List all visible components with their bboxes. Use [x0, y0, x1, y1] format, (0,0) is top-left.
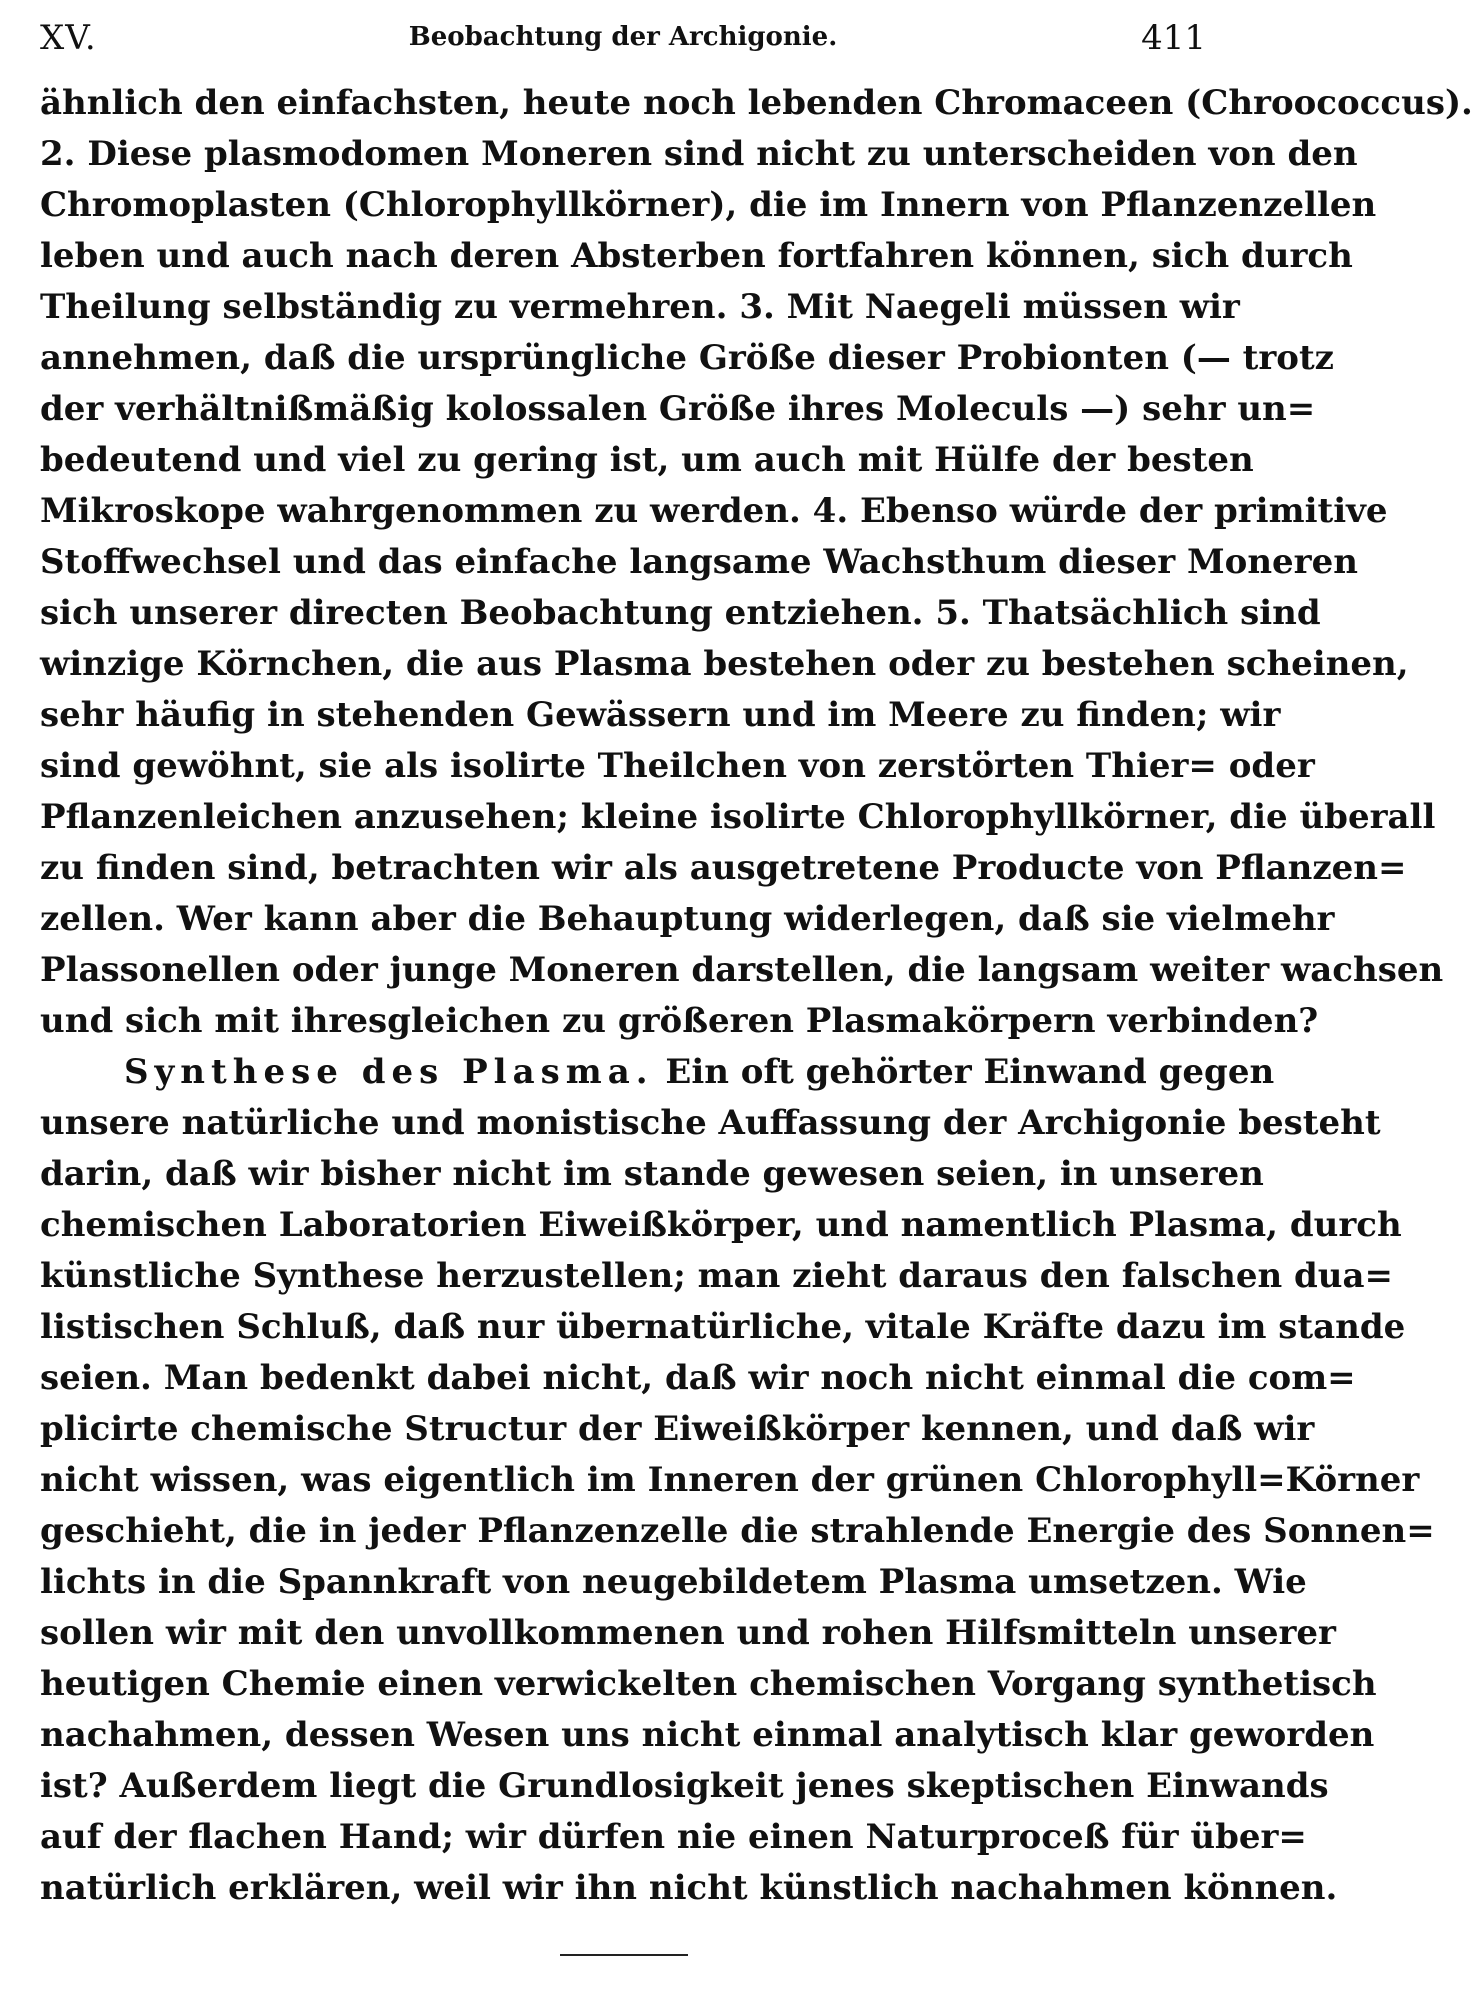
text-line: heutigen Chemie einen verwickelten chemischen Vorgang synthetisch — [40, 1664, 1377, 1704]
text-line: Chromoplasten (Chlorophyllkörner), die im Innern von Pflanzenzellen — [40, 185, 1377, 225]
text-line: sind gewöhnt, sie als isolirte Theilchen von zerstörten Thier= oder — [40, 746, 1315, 786]
text-line: zellen. Wer kann aber die Behauptung widerlegen, daß sie vielmehr — [40, 899, 1335, 939]
text-line: Mikroskope wahrgenommen zu werden. 4. Ebenso würde der primitive — [40, 491, 1388, 531]
body-text — [40, 78, 1473, 1914]
running-title: Beobachtung der Archigonie. — [408, 22, 838, 52]
text-line: sich unserer directen Beobachtung entziehen. 5. Thatsächlich sind — [40, 593, 1321, 633]
text-line: zu finden sind, betrachten wir als ausgetretene Producte von Pflanzen= — [40, 848, 1407, 888]
text-line: darin, daß wir bisher nicht im stande gewesen seien, in unseren — [40, 1154, 1264, 1194]
text-line: sollen wir mit den unvollkommenen und rohen Hilfsmitteln unserer — [40, 1613, 1336, 1653]
paragraph-2 — [40, 1047, 1435, 1914]
text-line: nachahmen, dessen Wesen uns nicht einmal analytisch klar geworden — [40, 1715, 1375, 1755]
heading-line-rest: Ein oft gehörter Einwand gegen — [665, 1052, 1275, 1092]
text-line: listischen Schluß, daß nur übernatürliche, vitale Kräfte dazu im stande — [40, 1307, 1406, 1347]
text-line: sehr häufig in stehenden Gewässern und im Meere zu finden; wir — [40, 695, 1281, 735]
text-line: 2. Diese plasmodomen Moneren sind nicht zu unterscheiden von den — [40, 134, 1358, 174]
text-line: ähnlich den einfachsten, heute noch lebenden Chromaceen (Chroococcus). — [40, 83, 1473, 123]
text-line: Pflanzenleichen anzusehen; kleine isolirte Chlorophyllkörner, die überall — [40, 797, 1436, 837]
page-number: 411 — [1141, 18, 1206, 58]
text-line: geschieht, die in jeder Pflanzenzelle die strahlende Energie des Sonnen= — [40, 1511, 1435, 1551]
text-line: künstliche Synthese herzustellen; man zieht daraus den falschen dua= — [40, 1256, 1394, 1296]
text-line: plicirte chemische Structur der Eiweißkörper kennen, und daß wir — [40, 1409, 1315, 1449]
footer-rule — [560, 1954, 688, 1956]
text-line: lichts in die Spannkraft von neugebildetem Plasma umsetzen. Wie — [40, 1562, 1307, 1602]
text-line: Theilung selbständig zu vermehren. 3. Mit Naegeli müssen wir — [40, 287, 1240, 327]
section-heading: Synthese des Plasma. — [124, 1052, 654, 1092]
text-line: seien. Man bedenkt dabei nicht, daß wir noch nicht einmal die com= — [40, 1358, 1356, 1398]
book-page — [40, 18, 1473, 1968]
text-line: Stoffwechsel und das einfache langsame Wachsthum dieser Moneren — [40, 542, 1358, 582]
text-line: ist? Außerdem liegt die Grundlosigkeit jenes skeptischen Einwands — [40, 1766, 1329, 1806]
text-line: auf der flachen Hand; wir dürfen nie einen Naturproceß für über= — [40, 1817, 1307, 1857]
paragraph-1 — [40, 78, 1473, 1047]
text-line: Plassonellen oder junge Moneren darstellen, die langsam weiter wachsen — [40, 950, 1444, 990]
text-line: der verhältnißmäßig kolossalen Größe ihres Moleculs —) sehr un= — [40, 389, 1316, 429]
text-line: natürlich erklären, weil wir ihn nicht künstlich nachahmen können. — [40, 1868, 1338, 1908]
text-line: und sich mit ihresgleichen zu größeren Plasmakörpern verbinden? — [40, 1001, 1319, 1041]
text-line: bedeutend und viel zu gering ist, um auch mit Hülfe der besten — [40, 440, 1254, 480]
text-line: chemischen Laboratorien Eiweißkörper, und namentlich Plasma, durch — [40, 1205, 1402, 1245]
text-line: unsere natürliche und monistische Auffassung der Archigonie besteht — [40, 1103, 1381, 1143]
text-line: leben und auch nach deren Absterben fortfahren können, sich durch — [40, 236, 1353, 276]
text-line: annehmen, daß die ursprüngliche Größe dieser Probionten (— trotz — [40, 338, 1334, 378]
text-line: nicht wissen, was eigentlich im Inneren der grünen Chlorophyll=Körner — [40, 1460, 1420, 1500]
chapter-number: XV. — [40, 18, 97, 58]
text-line — [40, 1047, 1275, 1098]
running-head — [40, 18, 1206, 62]
text-line: winzige Körnchen, die aus Plasma bestehen oder zu bestehen scheinen, — [40, 644, 1409, 684]
